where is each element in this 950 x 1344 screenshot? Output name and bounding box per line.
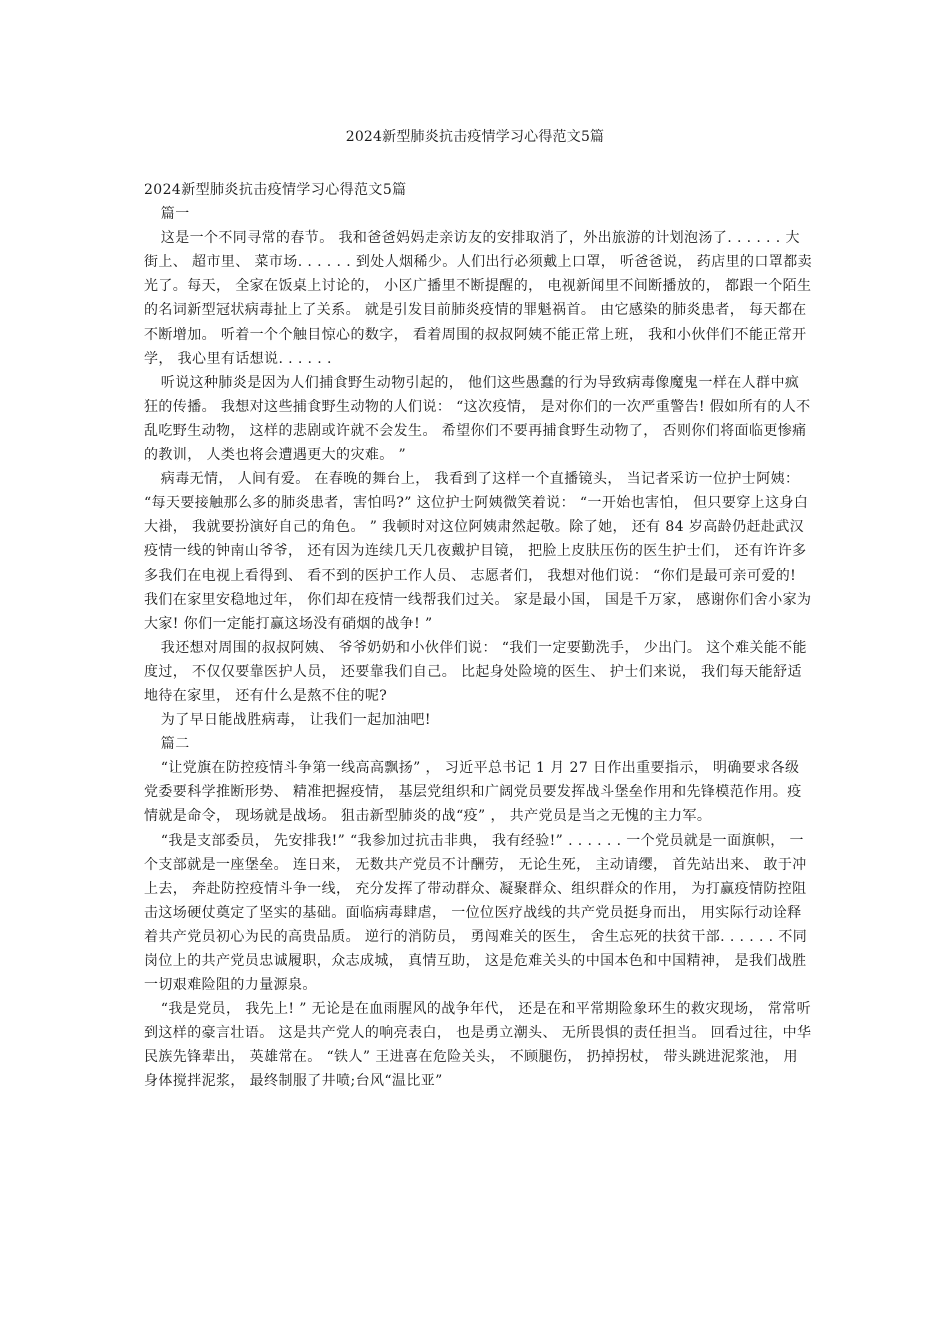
section-label-2: 篇二 bbox=[160, 736, 190, 753]
paragraph: “我是支部委员， 先安排我!” “我参加过抗击非典， 我有经验!” . . . . . . 一个党员就是一面旗帜， 一个支部就是一座堡垒。 连日来， 无数共产党员不计酬劳， 无论生死， 主动请缨， 首先站出来、 敢于冲上去， 奔赴防控疫情斗争一线， 充分发挥了带动群众、凝聚群众、组织群众的作用， 为打赢疫情防控阻击这场硬仗奠定了坚实的基础。面临病毒肆虐， 一位位医疗战线的共产党员挺身而出， 用实际行动诠释着共产党员初心为民的高贵品质。 逆行的消防员， 勇闯难关的医生， 舍生忘死的扶贫干部. . . . . . 不同岗位上的共产党员忠诚履职，众志成城， 真情互助， 这是危难关头的中国本色和中国精神， 是我们战胜一切艰难险阻的力量源泉。 bbox=[144, 832, 808, 994]
section-label-1: 篇一 bbox=[160, 206, 190, 223]
paragraph: 我还想对周围的叔叔阿姨、 爷爷奶奶和小伙伴们说： “我们一定要勤洗手， 少出门。 这个难关能不能度过， 不仅仅要靠医护人员， 还要靠我们自己。 比起身处险境的医生、 护士们来说， 我们每天能舒适地待在家里， 还有什么是熬不住的呢? bbox=[144, 639, 807, 704]
paragraph: 听说这种肺炎是因为人们捕食野生动物引起的， 他们这些愚蠢的行为导致病毒像魔鬼一样在人群中疯狂的传播。 我想对这些捕食野生动物的人们说： “这次疫情， 是对你们的一次严重警告! 假如所有的人不乱吃野生动物， 这样的悲剧或许就不会发生。 希望你们不要再捕食野生动物了， 否则你们将面临更惨痛的教训， 人类也将会遭遇更大的灾难。 ” bbox=[144, 374, 811, 464]
paragraph: 病毒无情， 人间有爱。 在春晚的舞台上， 我看到了这样一个直播镜头， 当记者采访一位护士阿姨： “每天要接触那么多的肺炎患者，害怕吗?” 这位护士阿姨微笑着说： “一开始也害怕， 但只要穿上这身白大褂， 我就要扮演好自己的角色。 ” 我顿时对这位阿姨肃然起敬。除了她， 还有 84 岁高龄仍赶赴武汉疫情一线的钟南山爷爷， 还有因为连续几天几夜戴护目镜， 把脸上皮肤压伤的医生护士们， 还有许许多多我们在电视上看得到、 看不到的医护工作人员、 志愿者们， 我想对他们说： “你们是最可亲可爱的! 我们在家里安稳地过年， 你们却在疫情一线帮我们过关。 家是最小国， 国是千万家， 感谢你们舍小家为大家! 你们一定能打赢这场没有硝烟的战争! ” bbox=[144, 471, 812, 632]
document-subtitle: 2024新型肺炎抗击疫情学习心得范文5篇 bbox=[144, 182, 407, 198]
document-title: 2024新型肺炎抗击疫情学习心得范文5篇 bbox=[345, 129, 605, 145]
paragraph: 这是一个不同寻常的春节。 我和爸爸妈妈走亲访友的安排取消了，外出旅游的计划泡汤了. . . . . . 大街上、 超市里、 菜市场. . . . . . 到处人烟稀少。人们出行必须戴上口罩， 听爸爸说， 药店里的口罩都卖光了。每天， 全家在饭桌上讨论的， 小区广播里不断提醒的， 电视新闻里不间断播放的， 都跟一个陌生的名词新型冠状病毒扯上了关系。 就是引发目前肺炎疫情的罪魁祸首。 由它感染的肺炎患者， 每天都在不断增加。 听着一个个触目惊心的数字， 看着周围的叔叔阿姨不能正常上班， 我和小伙伴们不能正常开学， 我心里有话想说. . . . . . bbox=[144, 230, 813, 367]
document-body bbox=[144, 178, 812, 1094]
paragraph: “让党旗在防控疫情斗争第一线高高飘扬” ， 习近平总书记 1 月 27 日作出重要指示， 明确要求各级党委要科学推断形势、 精准把握疫情， 基层党组织和广阔党员要发挥战斗堡垒作用和先锋模范作用。疫情就是命令， 现场就是战场。 狙击新型肺炎的战“疫” ， 共产党员是当之无愧的主力军。 bbox=[144, 760, 802, 825]
paragraph: 为了早日能战胜病毒， 让我们一起加油吧! bbox=[160, 712, 431, 729]
paragraph: “我是党员， 我先上! ” 无论是在血雨腥风的战争年代， 还是在和平常期险象环生的救灾现场， 常常听到这样的豪言壮语。 这是共产党人的响亮表白， 也是勇立潮头、 无所畏惧的责任担当。 回看过往，中华民族先锋辈出， 英雄常在。 “铁人” 王进喜在危险关头， 不顾腿伤， 扔掉拐杖， 带头跳进泥浆池， 用身体搅拌泥浆， 最终制服了井喷;台风“温比亚” bbox=[144, 1001, 812, 1090]
